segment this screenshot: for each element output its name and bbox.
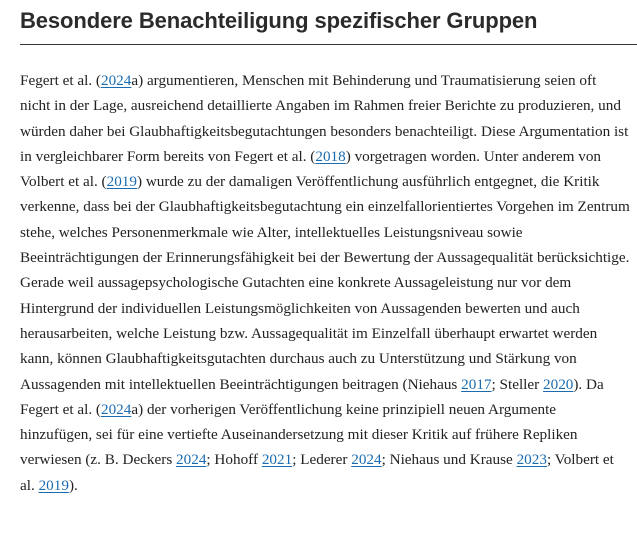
section-heading: Besondere Benachteiligung spezifischer Gruppen	[20, 8, 538, 33]
citation-link-hohoff-2021[interactable]: 2021	[261, 451, 293, 469]
text-segment: ; Steller	[491, 375, 543, 393]
citation-link-volbert-2019-second[interactable]: 2019	[38, 476, 69, 494]
text-segment: ; Lederer	[292, 451, 352, 469]
citation-link-fegert-2024a-second[interactable]: 2024	[100, 400, 132, 418]
text-segment: ; Niehaus und Krause	[381, 451, 517, 469]
citation-link-steller-2020[interactable]: 2020	[543, 375, 574, 393]
text-segment: ; Hohoff	[206, 451, 262, 469]
text-segment: a) argumentieren, Menschen mit Behinderung und Traumatisierung seien oft nicht in der Lage, ausreichend detaillierte Angaben im Rahmen freier Berichte zu produzieren, und würden daher bei Glaubhaftigkeitsbegutachtungen besonders benachteiligt. Diese Argumentation ist in vergleichbarer Form bereits von Fegert et al. (	[20, 72, 629, 165]
text-segment: a) der vorherigen Veröffentlichung keine prinzipiell neuen Argumente hinzufügen, sei für eine vertiefte Auseinandersetzung mit dieser Kritik auf frühere Repliken verwiesen (z. B. Deckers	[20, 400, 578, 469]
citation-link-lederer-2024[interactable]: 2024	[351, 451, 382, 469]
text-segment: Fegert et al. (	[20, 72, 101, 89]
citation-link-deckers-2024[interactable]: 2024	[176, 451, 207, 469]
text-segment: ) wurde zu der damaligen Veröffentlichung ausführlich entgegnet, die Kritik verkenne, dass bei der Glaubhaftigkeitsbegutachtung ein einzelfallorientiertes Vorgehen im Zentrum stehe, welches Personenmerkmale wie Alter, intellektuelles Leistungsniveau sowie Beeinträchtigungen der Erinnerungsfähigkeit bei der Bewertung der Aussagequalität berücksichtige. Gerade weil aussagepsychologische Gutachten eine konkrete Aussageleistung nur vor dem Hintergrund der individuellen Leistungsmöglichkeiten von Aussagenden bewerten und auch herausarbeiten, welche Leistung bzw. Aussagequalität im Einzelfall überhaupt erwartet werden kann, können Glaubhaftigkeitsgutachten durchaus auch zu Unterstützung und Stärkung von Aussagenden mit intellektuellen Beeinträchtigungen beitragen (Niehaus	[20, 173, 630, 393]
body-paragraph	[20, 68, 630, 498]
citation-link-fegert-2018[interactable]: 2018	[315, 147, 346, 165]
citation-link-fegert-2024a[interactable]: 2024	[100, 72, 132, 89]
citation-link-niehaus-2017[interactable]: 2017	[461, 375, 492, 393]
text-segment: ). Da Fegert et al. (	[20, 375, 604, 418]
heading-divider	[20, 44, 637, 45]
citation-link-volbert-2019[interactable]: 2019	[106, 173, 137, 191]
text-segment: ).	[68, 476, 78, 494]
text-segment: ) vorgetragen worden. Unter anderem von Volbert et al. (	[20, 147, 602, 191]
citation-link-niehaus-krause-2023[interactable]: 2023	[516, 451, 547, 469]
text-segment: ; Volbert et al.	[20, 451, 614, 494]
